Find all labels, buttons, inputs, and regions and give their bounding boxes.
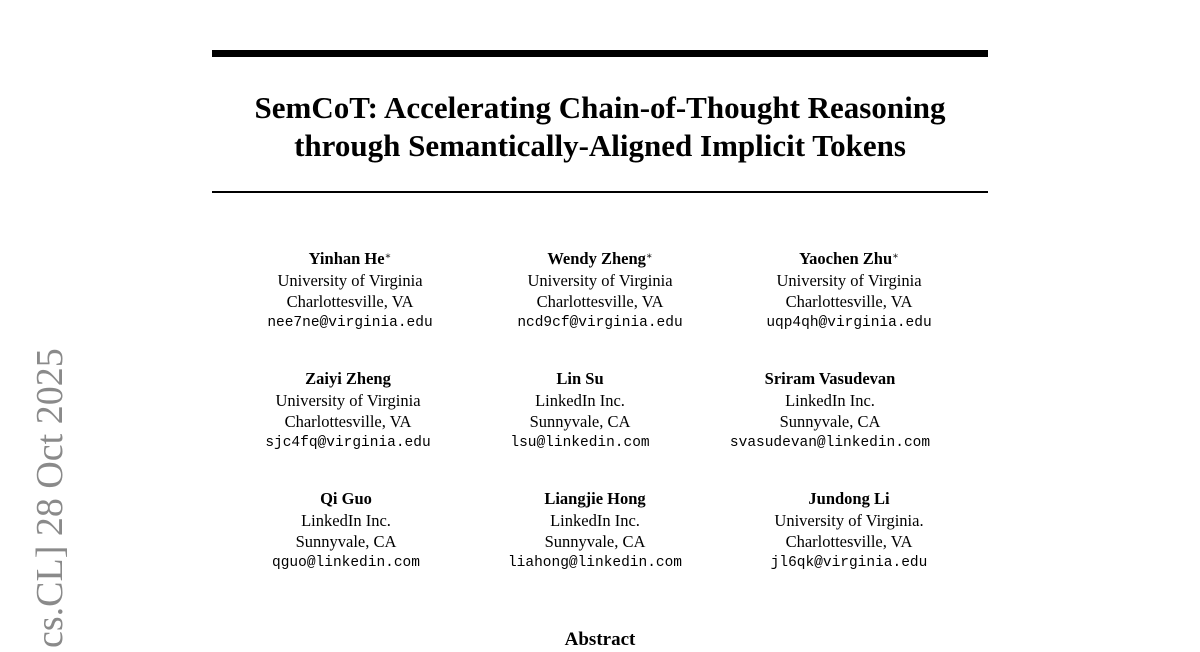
author-block xyxy=(470,248,730,334)
author-location: Sunnyvale, CA xyxy=(544,532,646,551)
author-affiliation: University of Virginia. xyxy=(774,510,924,530)
author-affiliation: LinkedIn Inc. xyxy=(785,390,875,410)
author-location: Sunnyvale, CA xyxy=(295,532,397,551)
equal-contribution-mark: ∗ xyxy=(892,251,899,262)
equal-contribution-mark: ∗ xyxy=(645,251,653,262)
author-affiliation: LinkedIn Inc. xyxy=(301,510,391,530)
author-block xyxy=(719,488,979,574)
author-name: Wendy Zheng∗ xyxy=(547,249,653,268)
author-affiliation: LinkedIn Inc. xyxy=(550,510,640,530)
author-location: Charlottesville, VA xyxy=(286,292,414,311)
author-affiliation: University of Virginia xyxy=(277,270,423,290)
author-name: Sriram Vasudevan xyxy=(764,369,896,388)
paper-title-line-1: SemCoT: Accelerating Chain-of-Thought Reasoning xyxy=(254,90,946,125)
title-top-rule xyxy=(212,50,988,57)
author-name: Yaochen Zhu∗ xyxy=(799,249,899,268)
author-location: Charlottesville, VA xyxy=(284,412,412,431)
abstract-heading: Abstract xyxy=(564,629,636,650)
author-block xyxy=(220,248,480,334)
author-location: Sunnyvale, CA xyxy=(779,412,881,431)
paper-title xyxy=(212,89,988,165)
author-name: Liangjie Hong xyxy=(544,489,646,508)
arxiv-stamp: cs.CL] 28 Oct 2025 xyxy=(29,348,71,648)
author-email[interactable]: uqp4qh@virginia.edu xyxy=(766,314,932,331)
author-affiliation: University of Virginia xyxy=(275,390,421,410)
paper-title-line-2: through Semantically-Aligned Implicit Tokens xyxy=(294,128,906,163)
author-location: Charlottesville, VA xyxy=(785,532,913,551)
author-affiliation: LinkedIn Inc. xyxy=(535,390,625,410)
author-name: Lin Su xyxy=(556,369,604,388)
author-block xyxy=(216,488,476,574)
author-location: Charlottesville, VA xyxy=(785,292,913,311)
author-email[interactable]: lsu@linkedin.com xyxy=(510,434,650,451)
author-affiliation: University of Virginia xyxy=(527,270,673,290)
author-email[interactable]: sjc4fq@virginia.edu xyxy=(265,434,431,451)
author-block xyxy=(218,368,478,454)
author-block xyxy=(700,368,960,454)
author-block xyxy=(450,368,710,454)
author-email[interactable]: qguo@linkedin.com xyxy=(272,554,420,571)
author-email[interactable]: svasudevan@linkedin.com xyxy=(729,434,931,451)
equal-contribution-mark: ∗ xyxy=(384,251,392,262)
author-name: Yinhan He∗ xyxy=(308,249,392,268)
title-bottom-rule xyxy=(212,191,988,193)
author-name: Qi Guo xyxy=(320,489,372,508)
author-email[interactable]: jl6qk@virginia.edu xyxy=(770,554,928,571)
author-email[interactable]: nee7ne@virginia.edu xyxy=(267,314,433,331)
author-block xyxy=(465,488,725,574)
author-name: Jundong Li xyxy=(808,489,890,508)
author-location: Sunnyvale, CA xyxy=(529,412,631,431)
author-email[interactable]: liahong@linkedin.com xyxy=(507,554,683,571)
author-name: Zaiyi Zheng xyxy=(305,369,391,388)
author-block xyxy=(719,248,979,334)
author-location: Charlottesville, VA xyxy=(536,292,664,311)
author-email[interactable]: ncd9cf@virginia.edu xyxy=(517,314,683,331)
author-affiliation: University of Virginia xyxy=(776,270,922,290)
